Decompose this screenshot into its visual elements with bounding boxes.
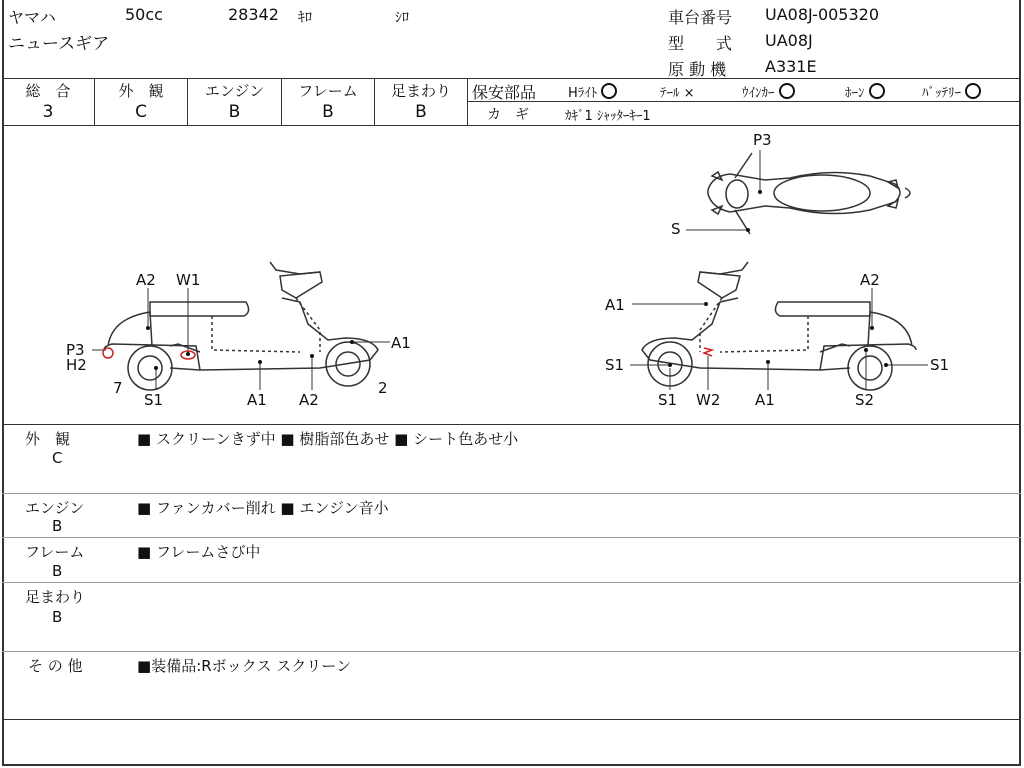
label-right-a1: A1 [605,296,625,314]
label-right-s1b: S1 [658,391,678,409]
top-view [708,153,910,234]
label-left-w1: W1 [176,271,201,289]
label-right-s1r: S1 [930,356,950,374]
note-engine-grade: B [52,517,63,535]
grade-frame-label: フレーム [298,82,358,100]
grade-overall-label: 総 合 [25,82,71,100]
mileage-unit: ｷﾛ [298,10,312,26]
note-engine-label: エンジン [25,499,85,517]
ok-circle-icon [965,83,981,99]
ng-cross-icon: × [683,86,695,101]
note-frame-items: ■ フレームさび中 [137,543,261,561]
grade-frame-value: B [322,102,334,122]
type-label: 型 式 [668,34,733,53]
ok-circle-icon [869,83,885,99]
label-left-a1: A1 [391,334,411,352]
frame-no-label: 車台番号 [668,8,733,27]
rule [2,537,1021,538]
displacement: 50cc [125,5,163,24]
ok-circle-icon [601,83,617,99]
type-value: UA08J [765,31,813,50]
engine-label: 原 動 機 [668,60,727,79]
label-right-a1b: A1 [755,391,775,409]
label-left-h2: H2 [66,356,87,374]
safety-tail: ﾃｰﾙ × [660,86,695,101]
safety-headlight: Hﾗｲﾄ [568,82,617,101]
key-value: ｶｷﾞ1 ｼｬｯﾀｰｷｰ1 [565,109,651,124]
label-left-a2b: A2 [299,391,319,409]
rule [2,424,1021,425]
grade-overall-value: 3 [42,102,54,122]
label-left-p3: P3 [66,341,85,359]
label-left-a1b: A1 [247,391,267,409]
rule [467,78,468,125]
safety-label: 保安部品 [472,83,537,102]
label-right-s1l: S1 [605,356,625,374]
key-label: カ ギ [487,107,529,123]
label-right-s2: S2 [855,391,875,409]
ok-circle-icon [779,83,795,99]
note-suspension-label: 足まわり [25,588,86,606]
note-engine-items: ■ ファンカバー削れ ■ エンジン音小 [137,499,389,517]
rule [468,101,1021,102]
grade-exterior-label: 外 観 [118,82,164,100]
model-name: ニュースギア [8,34,110,54]
rule [2,651,1021,652]
frame-no: UA08J-005320 [765,5,880,24]
grade-suspension-value: B [415,102,427,122]
grade-engine-value: B [228,102,241,122]
grade-exterior-value: C [135,102,147,122]
note-exterior-items: ■ スクリーンきず中 ■ 樹脂部色あせ ■ シート色あせ小 [137,430,519,448]
label-top-s: S [671,220,681,238]
body-color: ｼﾛ [395,10,409,26]
rule [2,493,1021,494]
label-top-p3: P3 [753,131,772,149]
note-exterior-grade: C [52,449,63,467]
safety-winker: ｳｲﾝｶｰ [742,82,795,101]
label-left-7: 7 [113,379,123,397]
label-right-w2: W2 [696,391,721,409]
note-frame-grade: B [52,562,63,580]
safety-battery: ﾊﾞｯﾃﾘｰ [922,82,981,101]
maker: ヤマハ [8,8,56,27]
note-other-items: ■装備品:Rボックス スクリーン [137,657,351,675]
safety-horn: ﾎｰﾝ [845,82,885,101]
label-right-a2: A2 [860,271,880,289]
rule [2,78,1021,79]
rule [2,582,1021,583]
note-exterior-label: 外 観 [25,430,71,448]
label-left-2: 2 [378,379,388,397]
leader-lines [92,150,928,390]
rule [2,719,1021,720]
grade-suspension-label: 足まわり [390,82,451,100]
note-suspension-grade: B [52,608,63,626]
label-left-s1: S1 [144,391,164,409]
note-frame-label: フレーム [25,543,85,561]
note-other-label: そ の 他 [28,657,83,675]
label-left-a2: A2 [136,271,156,289]
mileage: 28342 [228,5,279,24]
grade-engine-label: エンジン [204,82,265,100]
engine-value: A331E [765,57,817,76]
